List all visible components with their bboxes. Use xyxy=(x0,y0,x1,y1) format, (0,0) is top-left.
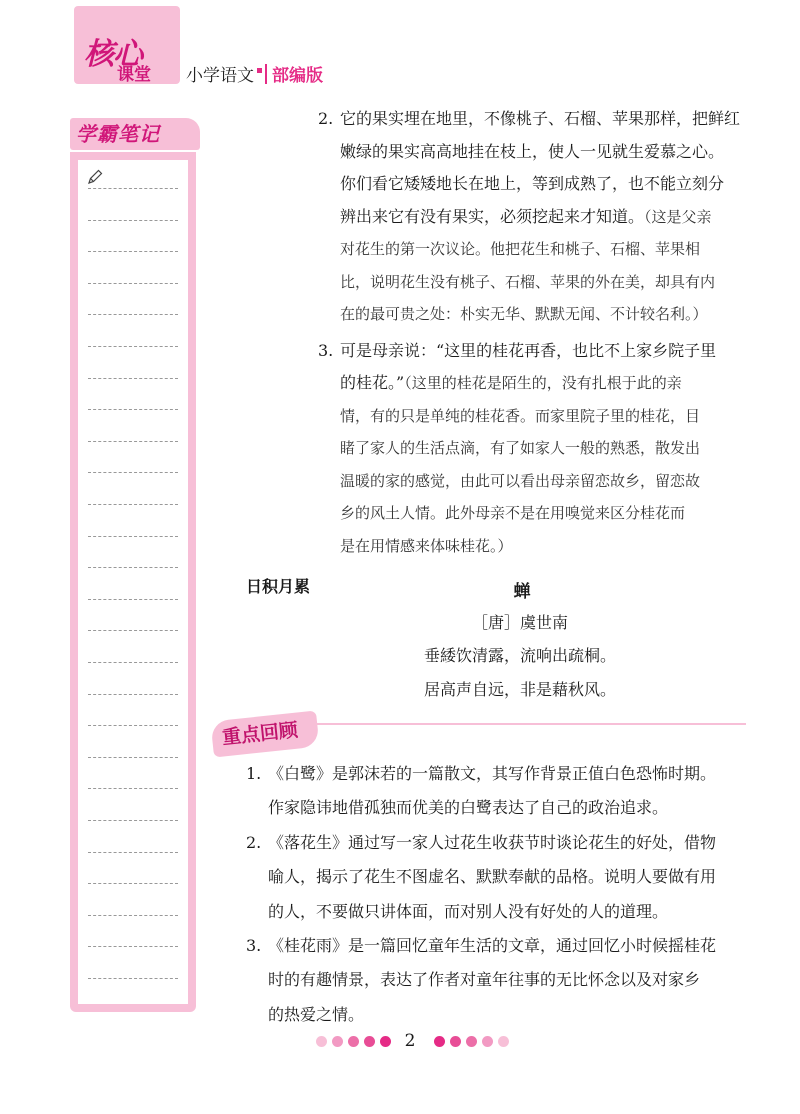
decor-dot xyxy=(498,1036,509,1047)
review-line: 的人，不要做只讲体面，而对别人没有好处的人的道理。 xyxy=(268,901,669,921)
poem-title: 蝉 xyxy=(513,582,531,602)
note-line-text: 情，有的只是单纯的桂花香。而家里院子里的桂花，目 xyxy=(340,406,701,425)
decor-dot xyxy=(450,1036,461,1047)
note-line xyxy=(88,599,178,600)
decor-dot xyxy=(482,1036,493,1047)
logo-sub-text: 课堂 xyxy=(117,65,151,85)
note-line xyxy=(88,978,178,979)
note-line xyxy=(88,472,178,473)
item-number: 1. xyxy=(246,764,262,783)
review-line: 喻人，揭示了花生不图虚名、默默奉献的品格。说明人要做有用 xyxy=(268,867,717,887)
decor-dot xyxy=(466,1036,477,1047)
note-line xyxy=(88,220,178,221)
review-line: 《桂花雨》是一篇回忆童年生活的文章，通过回忆小时候摇桂花 xyxy=(268,936,717,955)
notes-title: 学霸笔记 xyxy=(76,122,160,146)
note-line-text: 是在用情感来体味桂花。） xyxy=(340,536,513,555)
pencil-icon xyxy=(86,168,104,186)
note-line xyxy=(88,441,178,442)
text-line: 嫩绿的果实高高地挂在枝上，使人一见就生爱慕之心。 xyxy=(340,141,725,161)
review-line: 的热爱之情。 xyxy=(268,1004,365,1024)
edition-label: 部编版 xyxy=(272,66,323,86)
note-line-text: 温暖的家的感觉，由此可以看出母亲留恋故乡，留恋故 xyxy=(340,471,701,490)
note-line-text: 比，说明花生没有桃子、石榴、苹果的外在美，却具有内 xyxy=(340,272,716,291)
note-line xyxy=(88,378,178,379)
decor-dot xyxy=(332,1036,343,1047)
note-line xyxy=(88,409,178,410)
text-line xyxy=(340,201,760,234)
note-line xyxy=(88,788,178,789)
review-rule xyxy=(316,723,746,725)
note-line xyxy=(88,852,178,853)
note-line xyxy=(88,820,178,821)
decor-dot xyxy=(316,1036,327,1047)
note-line xyxy=(88,346,178,347)
note-line xyxy=(88,915,178,916)
text-line xyxy=(340,367,760,400)
note-line xyxy=(88,757,178,758)
poem-author: ［唐］虞世南 xyxy=(471,613,568,632)
decor-dot xyxy=(348,1036,359,1047)
note-line-text: 乡的风土人情。此外母亲不是在用嗅觉来区分桂花而 xyxy=(340,504,686,522)
note-line xyxy=(88,188,178,189)
separator-dot xyxy=(257,68,262,73)
note-line xyxy=(88,662,178,663)
text-fragment: 的桂花。” xyxy=(340,373,405,392)
note-line xyxy=(88,883,178,884)
note-line-text: 在的最可贵之处：朴实无华、默默无闻、不计较名利。） xyxy=(340,305,708,323)
item-number: 3. xyxy=(318,340,334,360)
poem-line: 居高声自远，非是藉秋风。 xyxy=(423,680,616,699)
section-accumulate-label: 日积月累 xyxy=(246,577,311,596)
separator-bar xyxy=(265,64,267,84)
note-line xyxy=(88,504,178,505)
note-fragment: （这里的桂花是陌生的，没有扎根于此的亲 xyxy=(404,374,682,392)
decor-dot xyxy=(364,1036,375,1047)
review-line: 《白鹭》是郭沫若的一篇散文，其写作背景正值白色恐怖时期。 xyxy=(268,764,717,783)
text-line: 它的果实埋在地里，不像桃子、石榴、苹果那样，把鲜红 xyxy=(340,109,741,128)
note-line xyxy=(88,630,178,631)
note-fragment: （这是父亲 xyxy=(644,207,712,226)
review-line: 《落花生》通过写一家人过花生收获节时谈论花生的好处，借物 xyxy=(268,832,717,852)
review-line: 作家隐讳地借孤独而优美的白鹭表达了自己的政治追求。 xyxy=(268,798,669,818)
item-number: 3. xyxy=(246,936,262,955)
page-number: 2 xyxy=(404,1031,416,1051)
note-line xyxy=(88,567,178,568)
note-line xyxy=(88,314,178,315)
note-line-text: 睹了家人的生活点滴，有了如家人一般的熟悉，散发出 xyxy=(340,439,701,457)
notes-paper xyxy=(78,160,188,1004)
item-number: 2. xyxy=(246,832,262,852)
text-fragment: 辨出来它有没有果实，必须挖起来才知道。 xyxy=(340,206,645,226)
subject-label: 小学语文 xyxy=(186,66,254,86)
note-line-text: 对花生的第一次议论。他把花生和桃子、石榴、苹果相 xyxy=(340,240,701,258)
item-number: 2. xyxy=(318,109,334,128)
text-line: 可是母亲说：“这里的桂花再香，也比不上家乡院子里 xyxy=(340,340,717,360)
note-line xyxy=(88,725,178,726)
review-line: 时的有趣情景，表达了作者对童年往事的无比怀念以及对家乡 xyxy=(268,970,701,990)
note-line xyxy=(88,251,178,252)
note-line xyxy=(88,946,178,947)
review-title: 重点回顾 xyxy=(221,719,299,749)
text-line: 你们看它矮矮地长在地上，等到成熟了，也不能立刻分 xyxy=(340,174,725,193)
logo-main-text: 核心 xyxy=(84,37,142,72)
poem-line: 垂緌饮清露，流响出疏桐。 xyxy=(423,646,616,665)
note-line xyxy=(88,536,178,537)
decor-dot xyxy=(434,1036,445,1047)
note-line xyxy=(88,694,178,695)
note-line xyxy=(88,283,178,284)
